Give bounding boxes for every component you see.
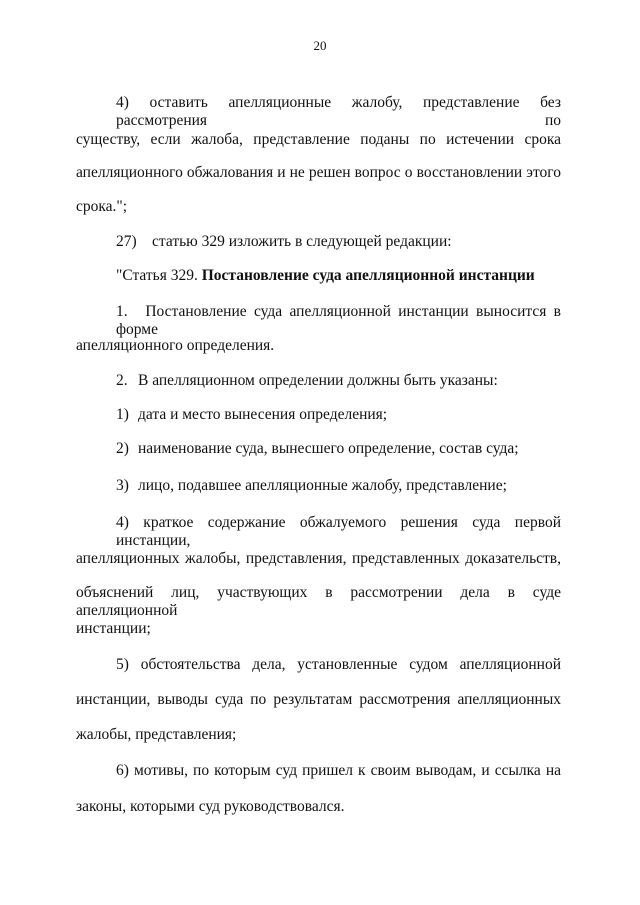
paragraph-1 bbox=[116, 303, 561, 339]
text-line: 5) обстоятельства дела, установленные судом апелляционной bbox=[116, 656, 561, 673]
text-line: объяснений лиц, участвующих в рассмотрении дела в суде апелляционной bbox=[76, 584, 561, 619]
subitem-2 bbox=[116, 440, 561, 458]
page-number: 20 bbox=[313, 38, 327, 53]
item-text: Постановление суда апелляционной инстанции выносится в форме bbox=[116, 303, 561, 338]
text-line: 6) мотивы, по которым суд пришел к своим выводам, и ссылка на bbox=[116, 762, 561, 779]
article-number: "Статья 329. bbox=[116, 267, 202, 284]
item-marker: 2. bbox=[116, 372, 128, 389]
item-marker: 1. bbox=[116, 303, 128, 320]
text-line: апелляционного обжалования и не решен вопрос о восстановлении этого bbox=[76, 164, 561, 181]
item-marker: 1) bbox=[116, 406, 129, 423]
text-line: существу, если жалоба, представление поданы по истечении срока bbox=[76, 131, 561, 148]
text-line: законы, которыми суд руководствовался. bbox=[76, 798, 345, 815]
article-title: Постановление суда апелляционной инстанции bbox=[201, 267, 535, 284]
item-text: лицо, подавшее апелляционные жалобу, представление; bbox=[138, 477, 507, 494]
text-line: 4) краткое содержание обжалуемого решения суда первой инстанции, bbox=[116, 514, 561, 549]
text-line: апелляционного определения. bbox=[76, 337, 275, 354]
subitem-1 bbox=[116, 406, 561, 424]
item-text: статью 329 изложить в следующей редакции: bbox=[152, 233, 452, 250]
text-line: срока."; bbox=[76, 198, 128, 215]
list-item-27 bbox=[116, 233, 561, 251]
item-text: дата и место вынесения определения; bbox=[138, 406, 388, 423]
text-line: 4) оставить апелляционные жалобу, представление без рассмотрения по bbox=[116, 94, 561, 129]
article-heading bbox=[116, 267, 561, 285]
paragraph-2 bbox=[116, 372, 561, 390]
text-line: апелляционных жалобы, представления, представленных доказательств, bbox=[76, 550, 561, 567]
item-marker: 3) bbox=[116, 477, 129, 494]
item-text: наименование суда, вынесшего определение, состав суда; bbox=[138, 440, 519, 457]
text-line: жалобы, представления; bbox=[76, 726, 237, 743]
text-line: инстанции; bbox=[76, 620, 151, 637]
item-marker: 2) bbox=[116, 440, 129, 457]
item-marker: 27) bbox=[116, 233, 137, 250]
item-text: В апелляционном определении должны быть указаны: bbox=[138, 372, 498, 389]
text-line: инстанции, выводы суда по результатам рассмотрения апелляционных bbox=[76, 691, 561, 708]
subitem-3 bbox=[116, 477, 561, 495]
